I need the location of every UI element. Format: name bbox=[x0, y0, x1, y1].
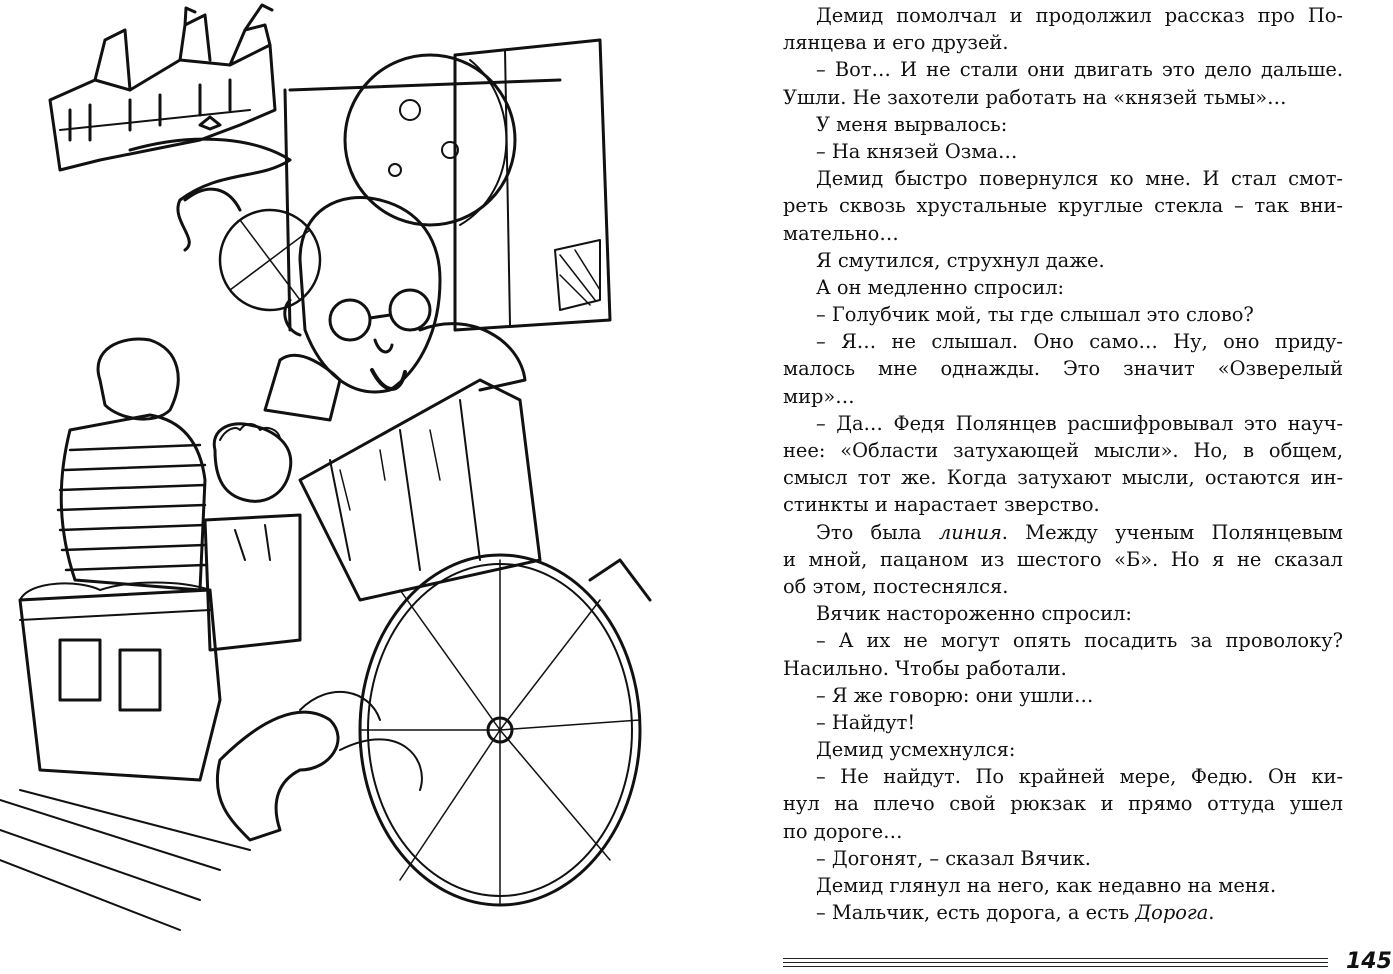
text-line: Насильно. Чтобы работали. bbox=[783, 656, 1067, 680]
text-line: Демид усмехнулся: bbox=[816, 738, 1016, 762]
italic-word: Дорога bbox=[1135, 901, 1209, 925]
dragon-sketch bbox=[217, 692, 422, 840]
text-line: нее: «Области затухающей мысли». Но, в общем, bbox=[783, 439, 1343, 462]
text-line: – Не найдут. По крайней мере, Федю. Он ки- bbox=[816, 765, 1343, 789]
text-line: – Я же говорю: они ушли… bbox=[816, 683, 1094, 707]
page-number: 145 bbox=[1346, 949, 1392, 974]
text-line: Я смутился, струхнул даже. bbox=[816, 248, 1105, 272]
text-line: А он медленно спросил: bbox=[816, 275, 1065, 299]
text-line: смысл тот же. Когда затухают мысли, остаются ин- bbox=[783, 466, 1343, 490]
board-sketch bbox=[300, 380, 540, 600]
text-line: – Да… Федя Полянцев расшифровывал это науч- bbox=[816, 411, 1343, 435]
text-line: Демид глянул на него, как недавно на меня. bbox=[816, 874, 1277, 897]
text-segment: . bbox=[1208, 901, 1215, 925]
footer-rule bbox=[783, 958, 1328, 959]
bicycle-wheel-sketch bbox=[360, 555, 650, 905]
footer-rule bbox=[783, 966, 1328, 967]
text-line: стинкты и нарастает зверство. bbox=[783, 493, 1100, 517]
italic-word: линия bbox=[938, 520, 1002, 544]
text-line: – Я… не слышал. Оно само… Ну, оно приду- bbox=[816, 330, 1343, 354]
text-line: Демид быстро повернулся ко мне. И стал смот- bbox=[816, 167, 1343, 191]
text-line bbox=[783, 899, 1343, 926]
boy-sketch bbox=[205, 424, 300, 650]
text-line: Ушли. Не захотели работать на «князей тьмы»… bbox=[783, 85, 1287, 109]
text-line: – Найдут! bbox=[816, 710, 916, 734]
text-line: малось мне однажды. Это значит «Озверелый bbox=[783, 357, 1343, 381]
text-line: У меня вырвалось: bbox=[816, 112, 1008, 136]
text-line: – На князей Озма… bbox=[816, 139, 1018, 163]
text-line: и мной, пацаном из шестого «Б». Но я не сказал bbox=[783, 547, 1343, 571]
small-wheel-sketch bbox=[220, 210, 320, 310]
text-line: об этом, постеснялся. bbox=[783, 574, 1009, 598]
footer-rule bbox=[783, 962, 1328, 963]
text-line: – Вот… И не стали они двигать это дело дальше. bbox=[816, 58, 1343, 82]
text-line: нул на плечо свой рюкзак и прямо оттуда ушел bbox=[783, 792, 1343, 816]
ink-illustration bbox=[0, 0, 700, 940]
castle-sketch bbox=[50, 5, 275, 170]
text-line: – А их не могут опять посадить за проволоку? bbox=[816, 629, 1343, 653]
text-line: Демид помолчал и продолжил рассказ про По- bbox=[816, 4, 1343, 27]
text-line bbox=[783, 519, 1343, 546]
text-line: реть сквозь хрустальные круглые стекла – так вни- bbox=[783, 194, 1343, 218]
text-line: – Догонят, – сказал Вячик. bbox=[816, 846, 1091, 870]
text-line: – Голубчик мой, ты где слышал это слово? bbox=[816, 303, 1254, 327]
swoosh-sketch bbox=[130, 139, 290, 250]
text-segment: Это была bbox=[816, 520, 939, 544]
old-man-sketch bbox=[265, 198, 525, 421]
text-line: мир»… bbox=[783, 384, 855, 408]
big-man-sketch bbox=[58, 339, 205, 590]
text-column bbox=[783, 2, 1343, 926]
window-frame-sketch bbox=[285, 40, 610, 330]
road-sketch bbox=[0, 790, 250, 930]
text-segment: . Между ученым Полянцевым bbox=[1001, 520, 1343, 544]
text-line: мательно… bbox=[783, 221, 899, 245]
text-segment: – Мальчик, есть дорога, а есть bbox=[816, 901, 1136, 925]
text-line: лянцева и его друзей. bbox=[783, 31, 1009, 55]
text-line: по дороге… bbox=[783, 819, 903, 843]
cart-sketch bbox=[20, 583, 220, 781]
text-line: Вячик настороженно спросил: bbox=[816, 602, 1132, 626]
